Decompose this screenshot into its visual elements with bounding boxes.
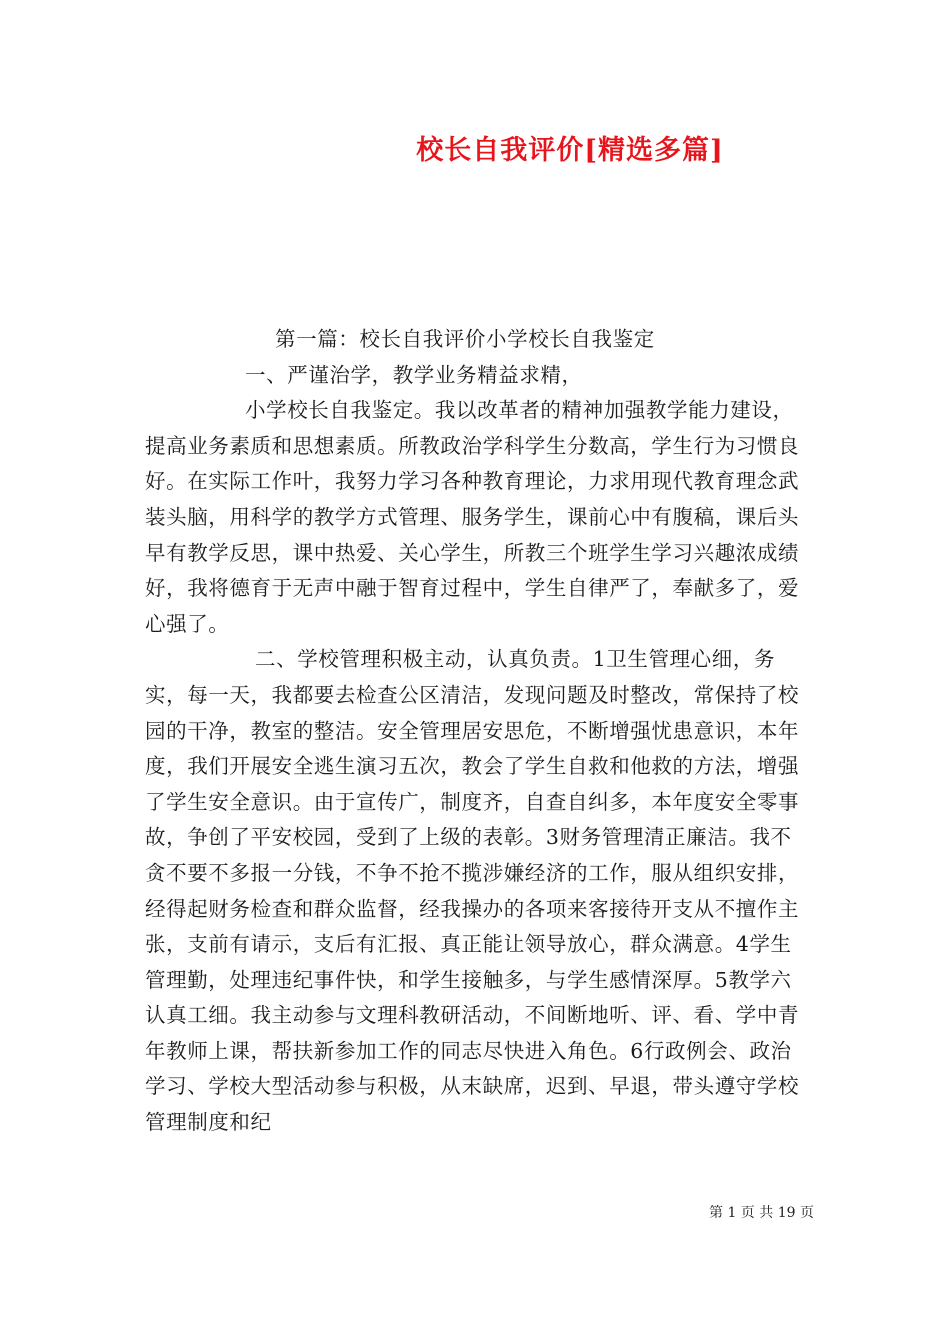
- page-number: 第 1 页 共 19 页: [709, 1205, 814, 1221]
- section-heading: 一、严谨治学，教学业务精益求精，: [245, 362, 583, 387]
- chapter-heading: 第一篇：校长自我评价小学校长自我鉴定: [275, 327, 655, 351]
- paragraph: 小学校长自我鉴定。我以改革者的精神加强教学能力建设，提高业务素质和思想素质。所教政治学科学生分数高，学生行为习惯良好。在实际工作叶，我努力学习各种教育理论，力求用现代教育理念武装头脑，用科学的教学方式管理、服务学生，课前心中有腹稿，课后头早有教学反思，课中热爱、关心学生，所教三个班学生学习兴趣浓成绩好，我将德育于无声中融于智育过程中，学生自律严了，奉献多了，爱心强了。: [145, 398, 800, 636]
- document-body: [145, 322, 810, 1141]
- document-title: 校长自我评价[精选多篇]: [416, 135, 724, 166]
- paragraph: 二、学校管理积极主动，认真负责。1卫生管理心细，务实，每一天，我都要去检查公区清洁，发现问题及时整改，常保持了校园的干净，教室的整洁。安全管理居安思危，不断增强忧患意识，本年度，我们开展安全逃生演习五次，教会了学生自救和他救的方法，增强了学生安全意识。由于宣传广，制度齐，自查自纠多，本年度安全零事故，争创了平安校园，受到了上级的表彰。3财务管理清正廉洁。我不贪不要不多报一分钱，不争不抢不揽涉嫌经济的工作，服从组织安排，经得起财务检查和群众监督，经我操办的各项来客接待开支从不擅作主张，支前有请示，支后有汇报、真正能让领导放心，群众满意。4学生管理勤，处理违纪事件快，和学生接触多，与学生感情深厚。5教学六认真工细。我主动参与文理科教研活动，不间断地听、评、看、学中青年教师上课，帮扶新参加工作的同志尽快进入角色。6行政例会、政治学习、学校大型活动参与积极，从末缺席，迟到、早退，带头遵守学校管理制度和纪: [145, 647, 800, 1135]
